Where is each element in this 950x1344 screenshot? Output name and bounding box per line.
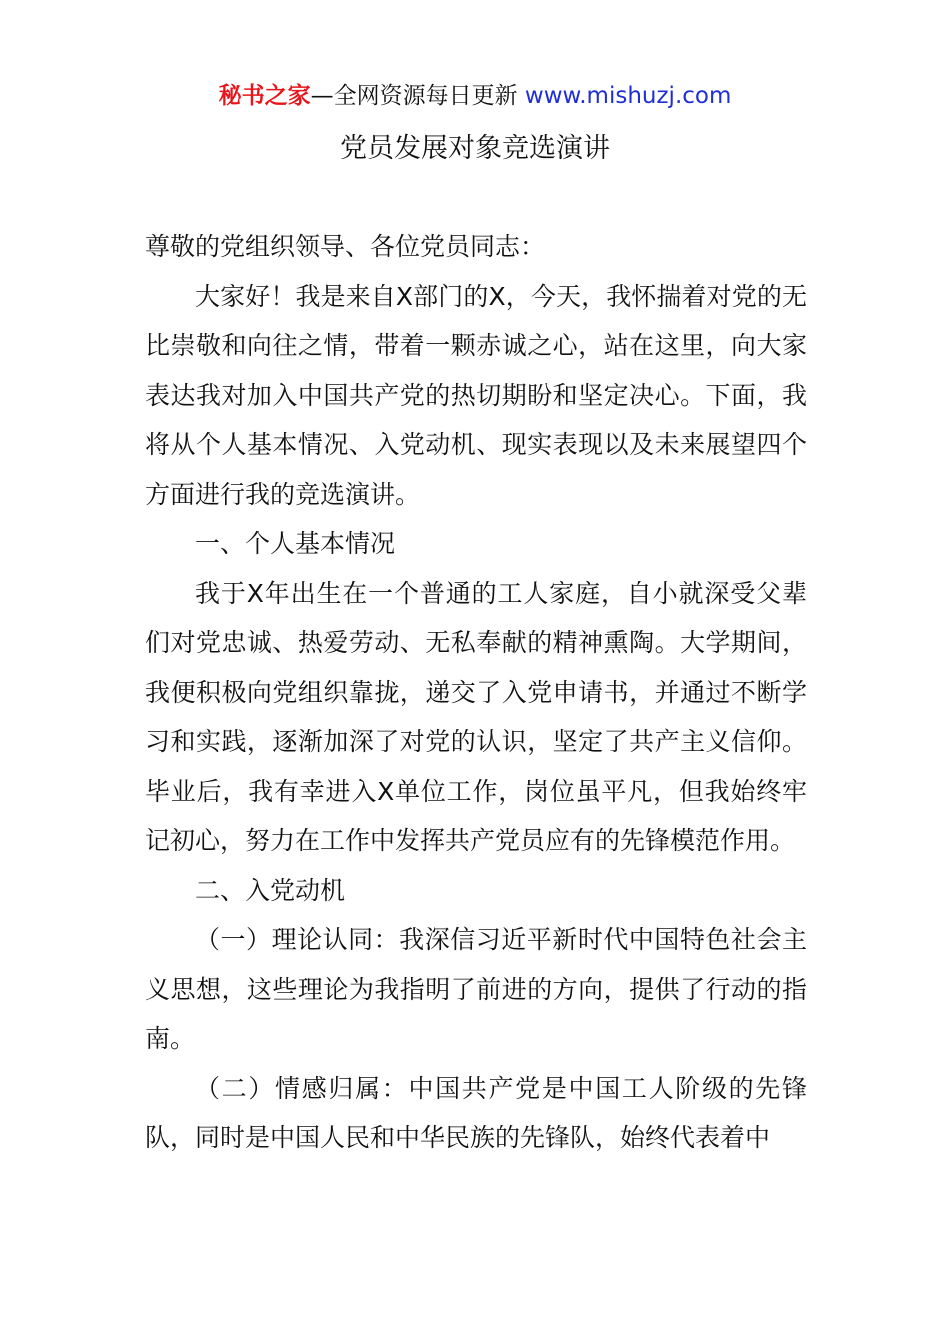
paragraph-emotion: （二）情感归属：中国共产党是中国工人阶级的先锋队，同时是中国人民和中华民族的先锋队，始终代表着中 — [145, 1073, 807, 1152]
brand-name: 秘书之家 — [218, 83, 311, 109]
document-body — [145, 222, 807, 1163]
site-header — [0, 80, 950, 112]
salutation: 尊敬的党组织领导、各位党员同志： — [145, 232, 546, 261]
header-tagline: —全网资源每日更新 — [310, 83, 518, 109]
section-heading-motivation: 二、入党动机 — [195, 875, 346, 905]
paragraph-basic-info: 我于X年出生在一个普通的工人家庭，自小就深受父辈们对党忠诚、热爱劳动、无私奉献的精神熏陶。大学期间，我便积极向党组织靠拢，递交了入党申请书，并通过不断学习和实践，逐渐加深了对党的认识，坚定了共产主义信仰。毕业后，我有幸进入X单位工作，岗位虽平凡，但我始终牢记初心，努力在工作中发挥共产党员应有的先锋模范作用。 — [145, 578, 807, 855]
site-link[interactable]: www.mishuzj.com — [524, 83, 732, 109]
section-heading-basic-info: 一、个人基本情况 — [195, 529, 396, 558]
document-title: 党员发展对象竞选演讲 — [340, 133, 610, 164]
paragraph-theory: （一）理论认同：我深信习近平新时代中国特色社会主义思想，这些理论为我指明了前进的方向，提供了行动的指南。 — [145, 925, 807, 1053]
paragraph-intro: 大家好！我是来自X部门的X，今天，我怀揣着对党的无比崇敬和向往之情，带着一颗赤诚之心，站在这里，向大家表达我对加入中国共产党的热切期盼和坚定决心。下面，我将从个人基本情况、入党动机、现实表现以及未来展望四个方面进行我的竞选演讲。 — [145, 281, 807, 509]
